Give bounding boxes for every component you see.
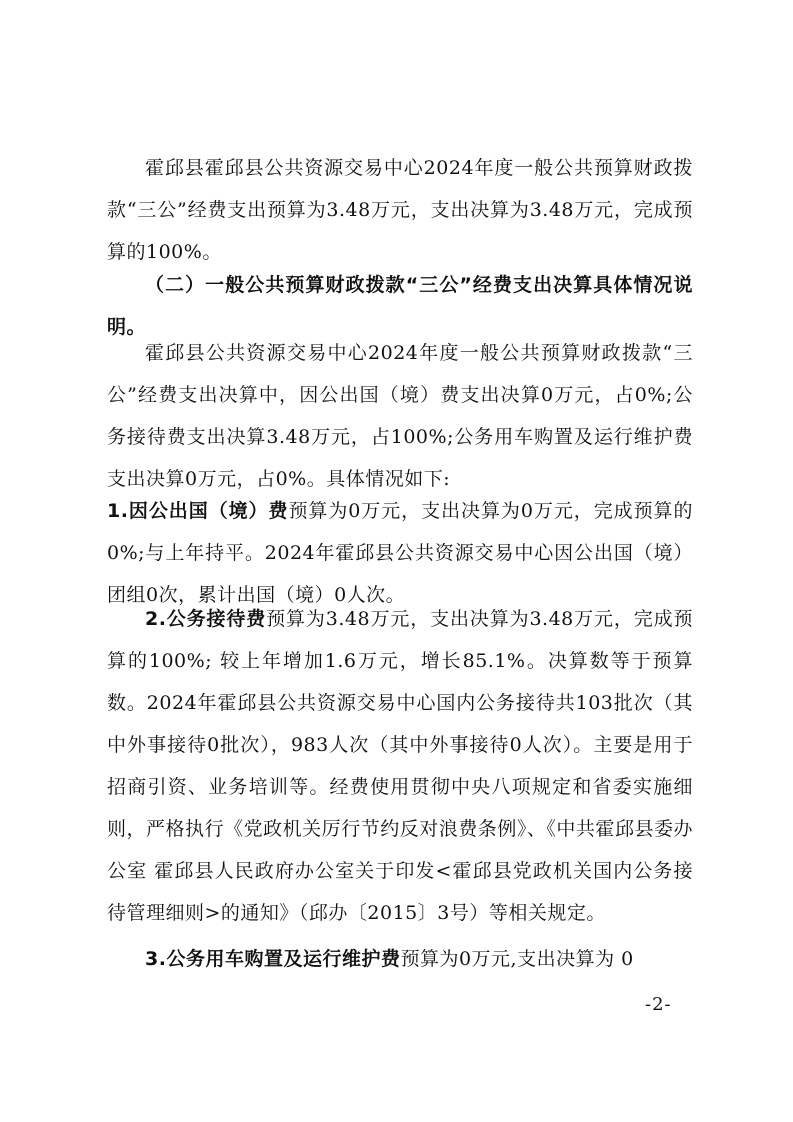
paragraph-expenditure-breakdown <box>107 332 693 500</box>
paragraph-budget-summary <box>107 147 693 273</box>
paragraph-text: 预算为0万元,支出决算为 0 <box>400 948 634 970</box>
heading-text: （二）一般公共预算财政拨款“三公”经费支出决算具体情况说明。 <box>107 274 693 338</box>
paragraph-lead: 1.因公出国（境）费 <box>107 500 289 522</box>
paragraph-reception <box>107 598 693 934</box>
paragraph-text: 预算为3.48万元，支出决算为3.48万元，完成预算的100%; 较上年增加1.6万元，增长85.1%。决算数等于预算数。2024年霍邱县公共资源交易中心国内公务接待共103批次（其中外事接待0批次），983人次（其中外事接待0人次）。主要是用于招商引资、业务培训等。经费使用贯彻中央八项规定和省委实施细则，严格执行《党政机关厉行节约反对浪费条例》、《中共霍邱县委办公室 霍邱县人民政府办公室关于印发<霍邱县党政机关国内公务接待管理细则>的通知》（邱办〔2015〕3号）等相关规定。 <box>107 608 693 924</box>
paragraph-lead: 3.公务用车购置及运行维护费 <box>145 948 401 970</box>
paragraph-text: 霍邱县霍邱县公共资源交易中心2024年度一般公共预算财政拨款“三公”经费支出预算为3.48万元，支出决算为3.48万元，完成预算的100%。 <box>107 157 693 263</box>
paragraph-lead: 2.公务接待费 <box>145 608 267 630</box>
page-number: -2- <box>645 994 672 1015</box>
paragraph-text: 霍邱县公共资源交易中心2024年度一般公共预算财政拨款“三公”经费支出决算中，因公出国（境）费支出决算0万元，占0%;公务接待费支出决算3.48万元，占100%;公务用车购置及运行维护费支出决算0万元，占0%。具体情况如下: <box>107 342 693 490</box>
paragraph-text: 预算为0万元，支出决算为0万元，完成预算的0%;与上年持平。2024年霍邱县公共资源交易中心因公出国（境）团组0次，累计出国（境）0人次。 <box>107 500 693 606</box>
paragraph-vehicles <box>107 938 693 980</box>
